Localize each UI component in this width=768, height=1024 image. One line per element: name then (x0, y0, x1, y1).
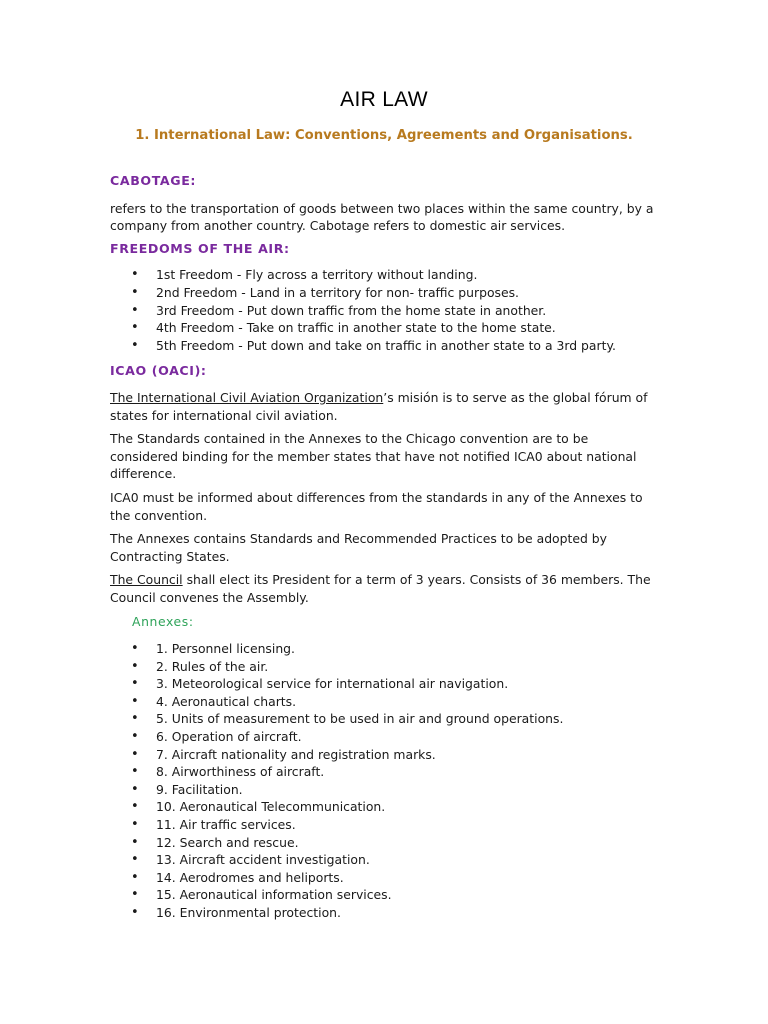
list-item: • 3rd Freedom - Put down traffic from the home state in another. (110, 302, 660, 320)
list-item: • 5. Units of measurement to be used in air and ground operations. (110, 710, 660, 728)
list-item: • 2. Rules of the air. (110, 658, 660, 676)
freedoms-heading: FREEDOMS OF THE AIR: (110, 240, 290, 256)
icao-paragraph-5 (110, 571, 660, 606)
icao-paragraph-4: The Annexes contains Standards and Recommended Practices to be adopted by Contracting States. (110, 531, 607, 564)
document-body (110, 172, 660, 922)
section-subtitle: 1. International Law: Conventions, Agreements and Organisations. (135, 128, 633, 143)
list-item: • 11. Air traffic services. (110, 816, 660, 834)
list-item: • 7. Aircraft nationality and registration marks. (110, 746, 660, 764)
cabotage-text: refers to the transportation of goods between two places within the same country, by a company from another country. Cabotage refers to domestic air services. (110, 200, 654, 234)
icao-paragraph-5-text: shall elect its President for a term of 3 years. Consists of 36 members. The Council convenes the Assembly. (110, 572, 651, 605)
icao-paragraph-1 (110, 389, 660, 424)
list-item: • 14. Aerodromes and heliports. (110, 869, 660, 887)
list-item: • 15. Aeronautical information services. (110, 886, 660, 904)
freedoms-list (110, 266, 660, 354)
list-item: • 8. Airworthiness of aircraft. (110, 763, 660, 781)
annexes-label: Annexes: (132, 614, 194, 630)
icao-link[interactable]: The International Civil Aviation Organization (110, 389, 384, 405)
list-item: • 1. Personnel licensing. (110, 640, 660, 658)
list-item: • 2nd Freedom - Land in a territory for non- traffic purposes. (110, 284, 660, 302)
list-item: • 4. Aeronautical charts. (110, 693, 660, 711)
list-item: • 4th Freedom - Take on traffic in another state to the home state. (110, 319, 660, 337)
list-item: • 6. Operation of aircraft. (110, 728, 660, 746)
icao-paragraph-3: ICA0 must be informed about differences from the standards in any of the Annexes to the convention. (110, 489, 643, 523)
icao-paragraph-1-text: ’s misión is to serve as the global fórum of states for international civil aviation. (110, 389, 648, 423)
list-item: • 12. Search and rescue. (110, 834, 660, 852)
list-item: • 16. Environmental protection. (110, 904, 660, 922)
cabotage-heading: CABOTAGE: (110, 173, 197, 188)
list-item: • 10. Aeronautical Telecommunication. (110, 798, 660, 816)
list-item: • 3. Meteorological service for international air navigation. (110, 675, 660, 693)
annexes-list (110, 640, 660, 922)
list-item: • 1st Freedom - Fly across a territory without landing. (110, 266, 660, 284)
icao-paragraph-2: The Standards contained in the Annexes to the Chicago convention are to be considered binding for the member states that have not notified ICA0 about national difference. (110, 431, 637, 482)
list-item: • 9. Facilitation. (110, 781, 660, 799)
document-title: AIR LAW (340, 88, 428, 111)
icao-heading: ICAO (OACI): (110, 363, 207, 379)
council-link[interactable]: The Council (110, 572, 183, 588)
list-item: • 13. Aircraft accident investigation. (110, 851, 660, 869)
list-item: • 5th Freedom - Put down and take on traffic in another state to a 3rd party. (110, 337, 660, 355)
